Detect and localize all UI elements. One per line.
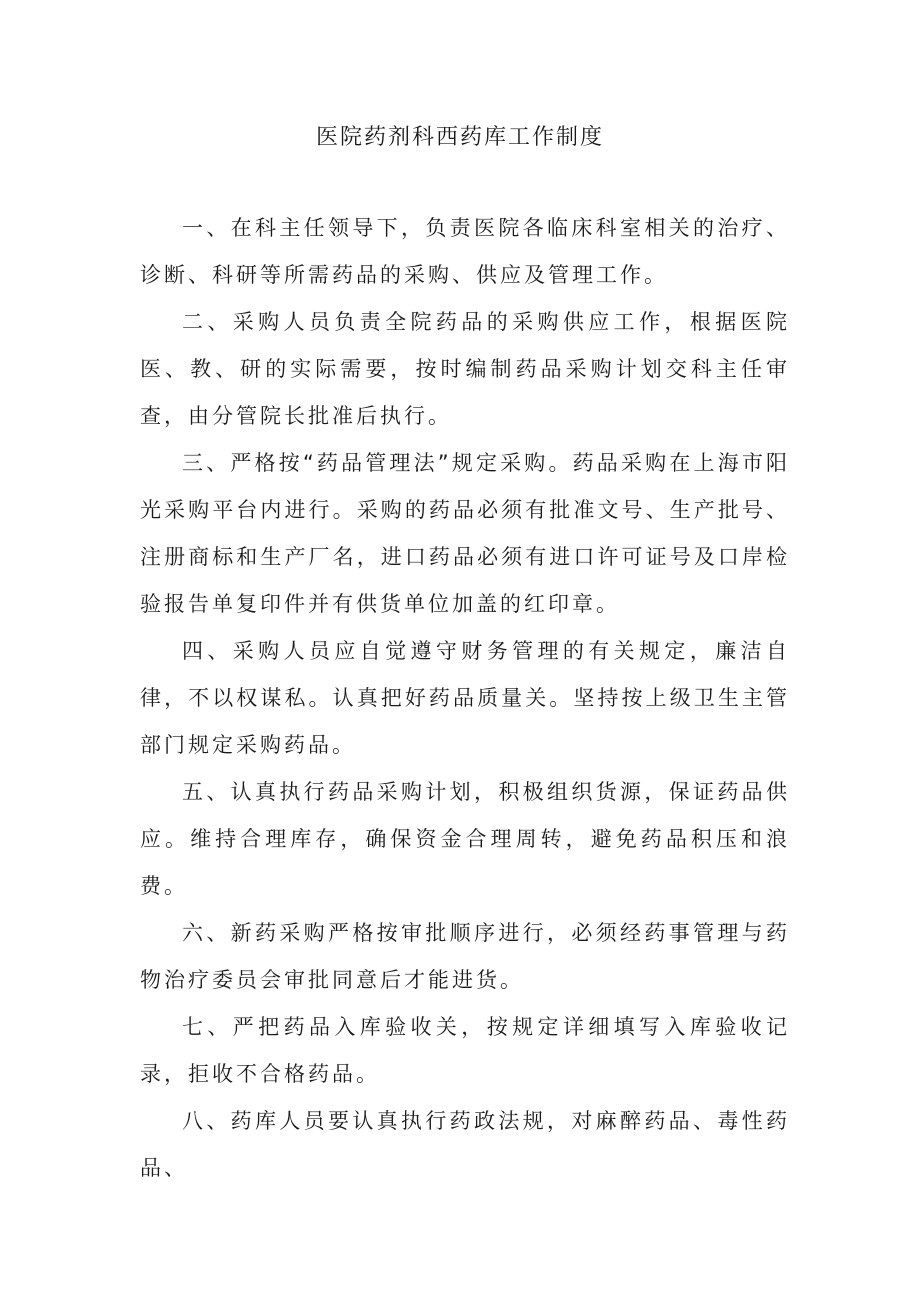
page-title: 医院药剂科西药库工作制度 bbox=[315, 125, 604, 150]
document-body bbox=[140, 205, 790, 1192]
paragraph-4: 四、采购人员应自觉遵守财务管理的有关规定，廉洁自律，不以权谋私。认真把好药品质量关。坚持按上级卫生主管部门规定采购药品。 bbox=[140, 639, 790, 757]
paragraph-8: 八、药库人员要认真执行药政法规，对麻醉药品、毒性药品、 bbox=[140, 1109, 790, 1180]
paragraph-2: 二、采购人员负责全院药品的采购供应工作，根据医院医、教、研的实际需要，按时编制药品采购计划交科主任审查，由分管院长批准后执行。 bbox=[140, 310, 790, 428]
paragraph-5: 五、认真执行药品采购计划，积极组织货源，保证药品供应。维持合理库存，确保资金合理周转，避免药品积压和浪费。 bbox=[140, 780, 790, 898]
paragraph-7: 七、严把药品入库验收关，按规定详细填写入库验收记录，拒收不合格药品。 bbox=[140, 1015, 790, 1086]
paragraph-3: 三、严格按“药品管理法”规定采购。药品采购在上海市阳光采购平台内进行。采购的药品必须有批准文号、生产批号、注册商标和生产厂名，进口药品必须有进口许可证号及口岸检验报告单复印件并有供货单位加盖的红印章。 bbox=[140, 451, 790, 616]
paragraph-1: 一、在科主任领导下，负责医院各临床科室相关的治疗、诊断、科研等所需药品的采购、供应及管理工作。 bbox=[140, 216, 790, 287]
paragraph-6: 六、新药采购严格按审批顺序进行，必须经药事管理与药物治疗委员会审批同意后才能进货。 bbox=[140, 921, 790, 992]
